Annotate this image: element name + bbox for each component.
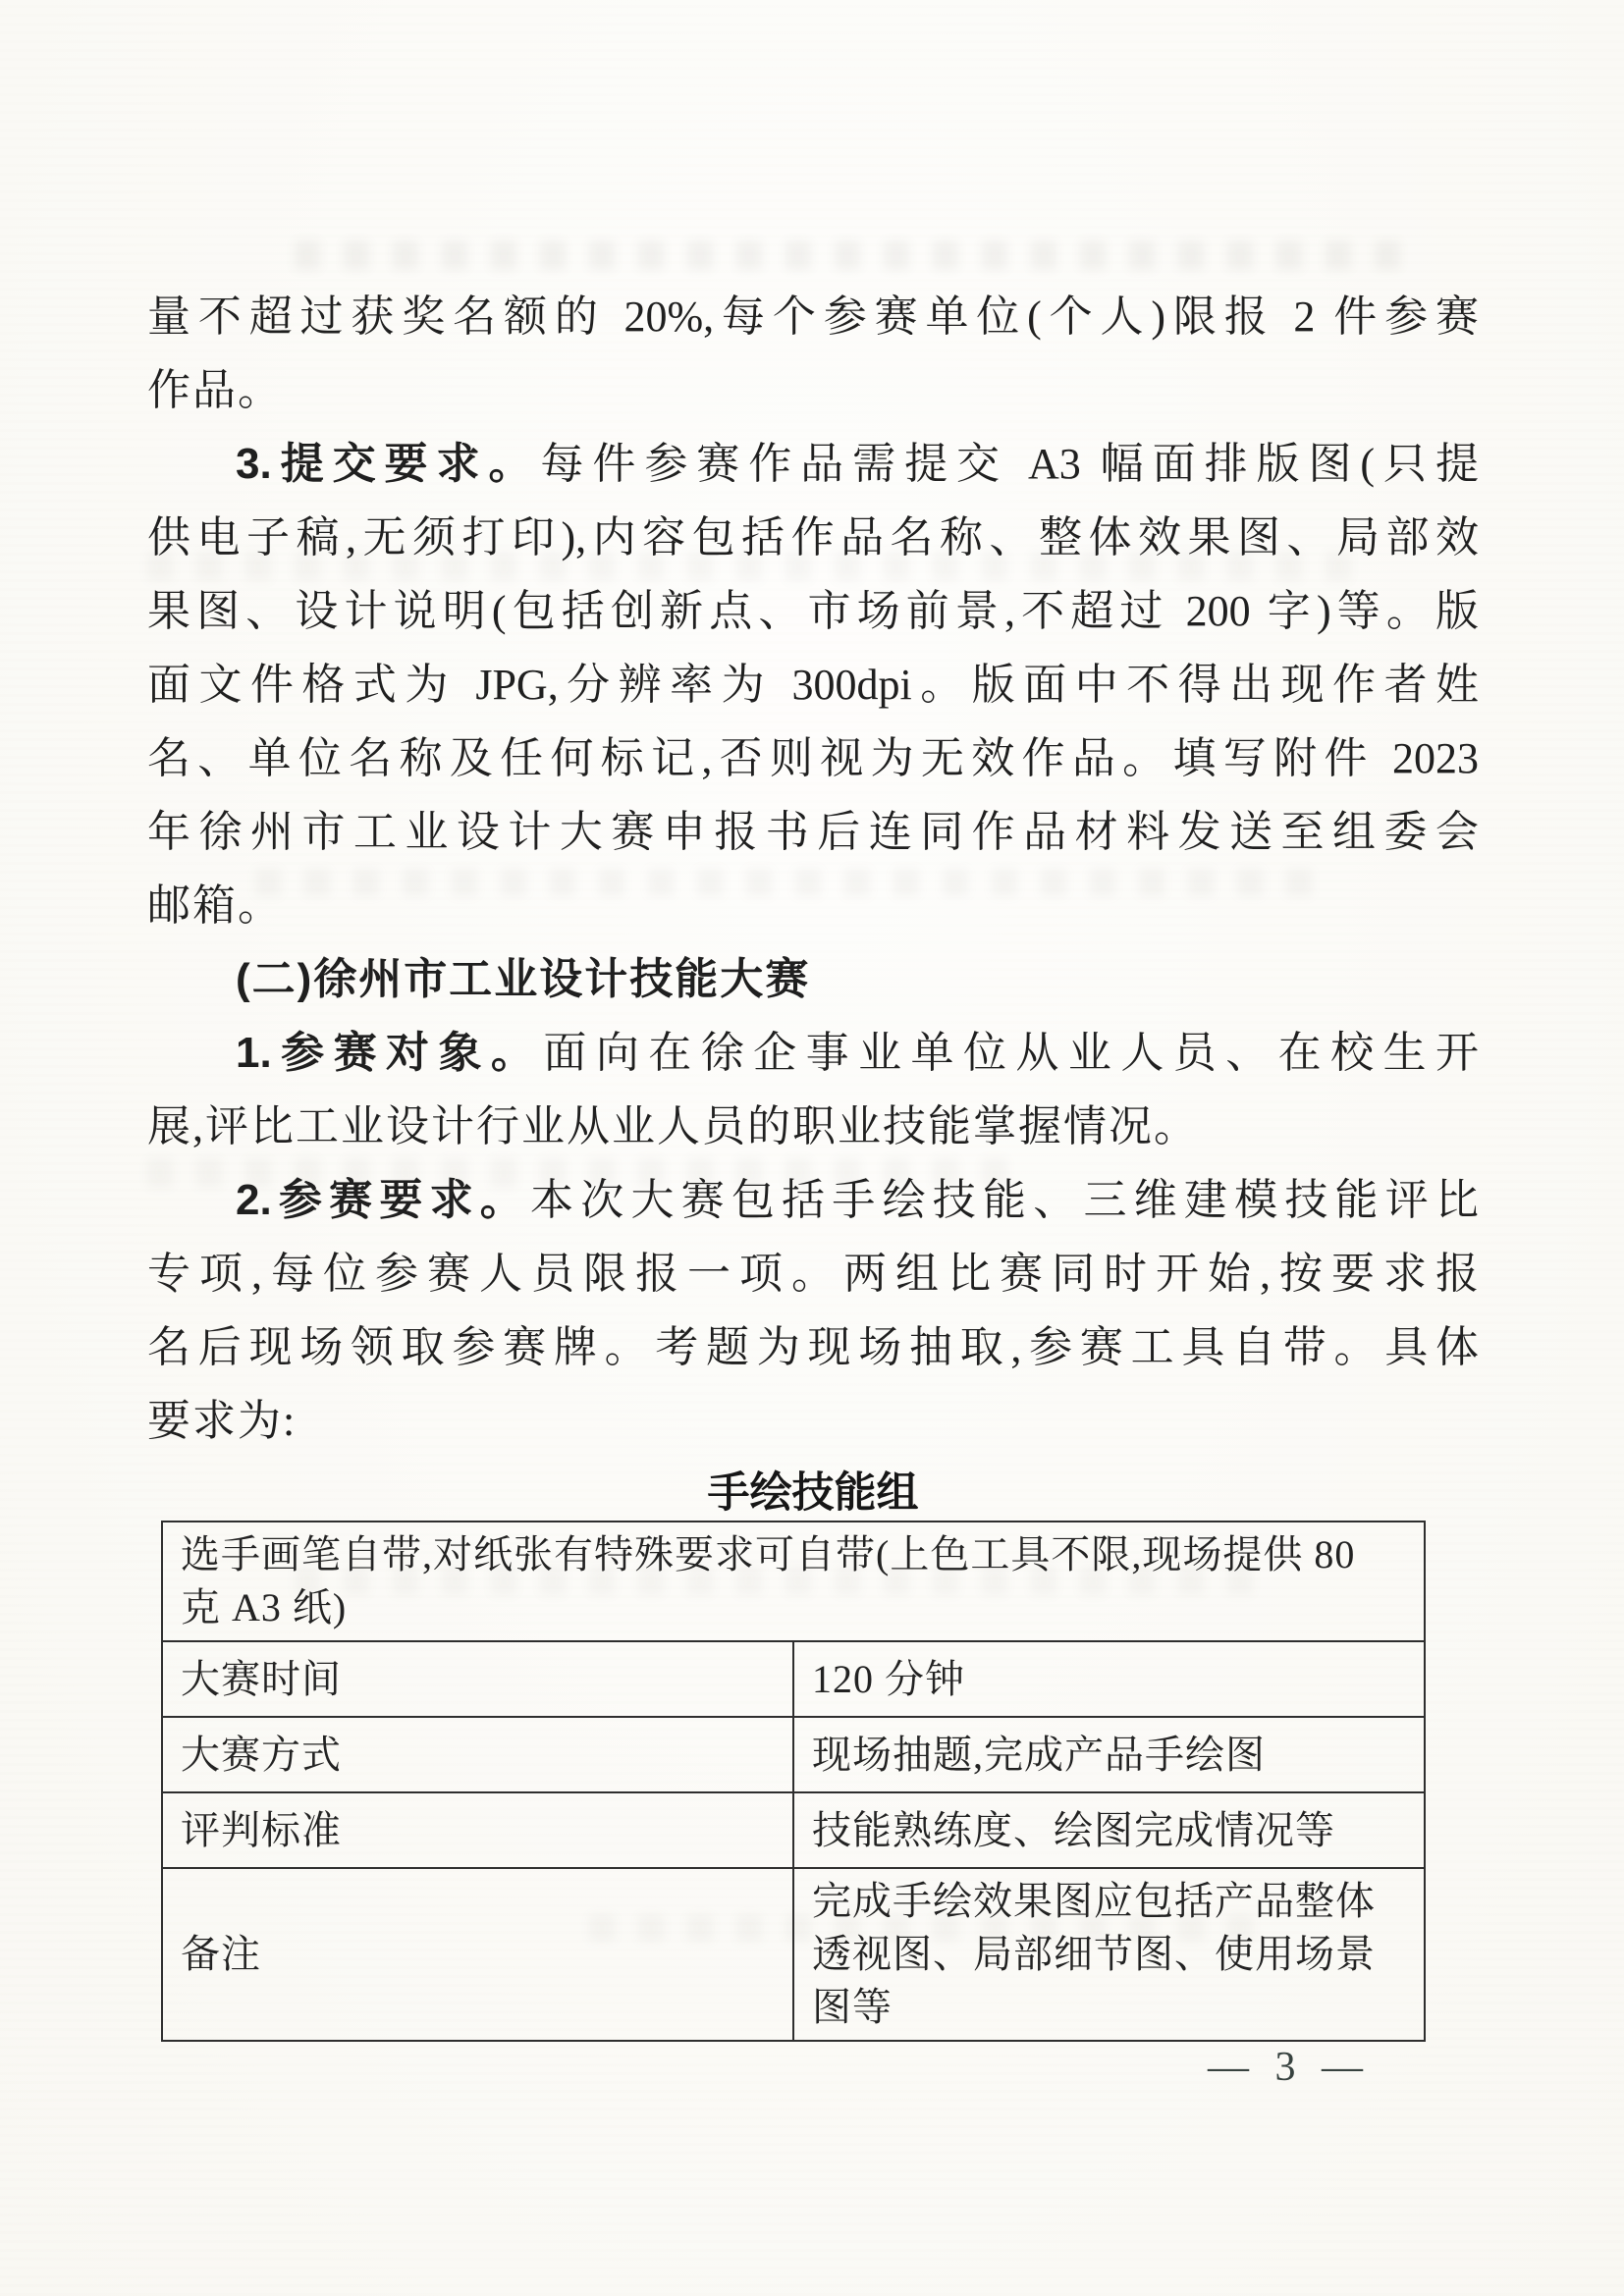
bold-run: 1.参赛对象。: [236, 1029, 544, 1077]
table-row: [162, 1868, 1425, 2041]
body-line: [147, 1384, 1479, 1458]
document-body: [147, 280, 1479, 2042]
text-run: 作品。: [147, 366, 283, 414]
table-row-merged: [162, 1522, 1425, 1641]
skills-table-body: [162, 1522, 1425, 2041]
body-line: [147, 795, 1479, 869]
body-line: [147, 353, 1479, 427]
bold-run: 3.提交要求。: [236, 440, 541, 488]
table-row-label: 评判标准: [162, 1792, 793, 1868]
text-run: 年徐州市工业设计大赛申报书后连同作品材料发送至组委会: [147, 808, 1479, 856]
body-line: [147, 501, 1479, 574]
table-row-value: 完成手绘效果图应包括产品整体透视图、局部细节图、使用场景图等: [793, 1868, 1425, 2041]
table-section-title: 手绘技能组: [707, 1469, 919, 1517]
table-row-label: 备注: [162, 1868, 793, 2041]
table-row-value: 120 分钟: [793, 1641, 1425, 1717]
text-run: 量不超过获奖名额的 20%,每个参赛单位(个人)限报 2 件参赛: [147, 293, 1479, 341]
table-row-value: 技能熟练度、绘图完成情况等: [793, 1792, 1425, 1868]
bold-run: (二)徐州市工业设计技能大赛: [236, 955, 811, 1003]
body-line: [147, 1163, 1479, 1237]
text-run: 每件参赛作品需提交 A3 幅面排版图(只提: [540, 440, 1479, 488]
text-run: 面向在徐企事业单位从业人员、在校生开: [543, 1029, 1479, 1077]
table-row-label: 大赛时间: [162, 1641, 793, 1717]
table-row: [162, 1717, 1425, 1792]
text-run: 专项,每位参赛人员限报一项。两组比赛同时开始,按要求报: [147, 1250, 1479, 1298]
bold-run: 2.参赛要求。: [236, 1176, 531, 1224]
body-line: [147, 574, 1479, 648]
body-line: [147, 1016, 1479, 1090]
text-run: 供电子稿,无须打印),内容包括作品名称、整体效果图、局部效: [147, 513, 1479, 561]
text-run: 本次大赛包括手绘技能、三维建模技能评比: [530, 1176, 1479, 1224]
body-line: [147, 869, 1479, 942]
body-line: [147, 1090, 1479, 1163]
text-run: 邮箱。: [147, 881, 283, 930]
skills-table: [161, 1521, 1426, 2042]
body-line: [147, 280, 1479, 353]
text-run: 展,评比工业设计行业从业人员的职业技能掌握情况。: [147, 1102, 1199, 1150]
text-run: 名后现场领取参赛牌。考题为现场抽取,参赛工具自带。具体: [147, 1323, 1479, 1371]
text-run: 面文件格式为 JPG,分辨率为 300dpi。版面中不得出现作者姓: [147, 661, 1479, 709]
text-run: 要求为:: [147, 1397, 298, 1445]
table-row: [162, 1641, 1425, 1717]
body-lines: [147, 280, 1479, 1458]
table-cell-merged-note: 选手画笔自带,对纸张有特殊要求可自带(上色工具不限,现场提供 80 克 A3 纸): [162, 1522, 1425, 1641]
body-line: [147, 1237, 1479, 1310]
body-line: [147, 427, 1479, 501]
table-row-value: 现场抽题,完成产品手绘图: [793, 1717, 1425, 1792]
table-row-label: 大赛方式: [162, 1717, 793, 1792]
text-run: 果图、设计说明(包括创新点、市场前景,不超过 200 字)等。版: [147, 587, 1479, 635]
body-line: [147, 1310, 1479, 1384]
table-row: [162, 1792, 1425, 1868]
body-line: [147, 942, 1479, 1016]
body-line: [147, 721, 1479, 795]
page-number: — 3 —: [1208, 2045, 1371, 2090]
body-line: [147, 648, 1479, 721]
text-run: 名、单位名称及任何标记,否则视为无效作品。填写附件 2023: [147, 734, 1479, 782]
scan-bleed-artifact: [295, 240, 1424, 270]
